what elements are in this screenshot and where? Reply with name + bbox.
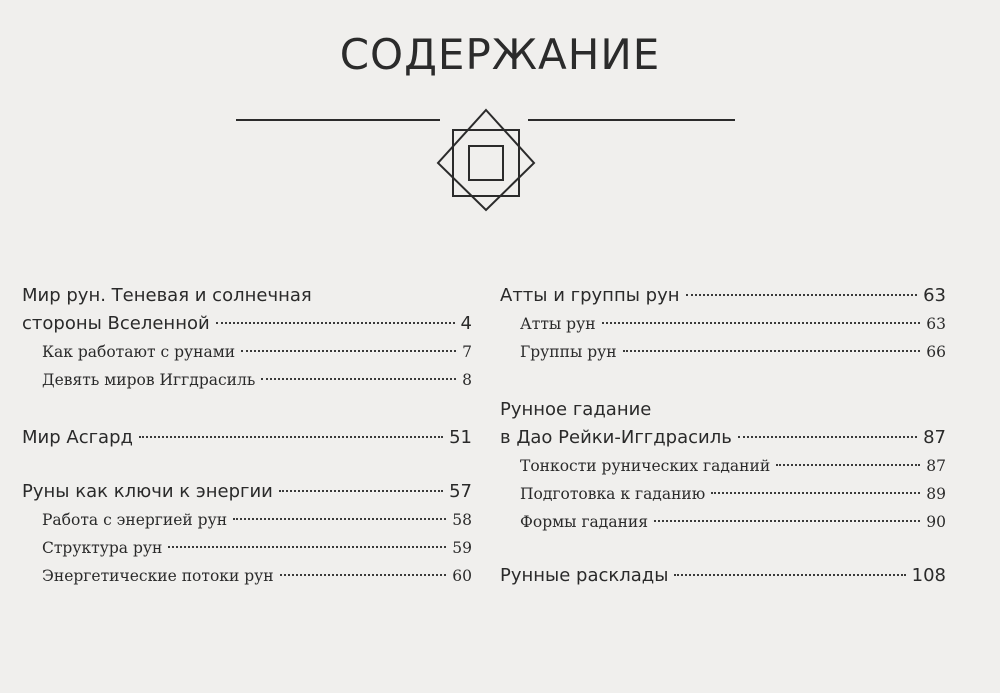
toc-page-number: 90 <box>926 513 946 531</box>
dot-leader <box>261 378 456 380</box>
toc-page-number: 108 <box>911 565 946 586</box>
toc-subentry-title: Атты рун <box>520 315 596 333</box>
toc-subentry <box>22 562 472 590</box>
toc-subentry <box>22 366 472 394</box>
toc-entry-title: Руны как ключи к энергии <box>22 481 273 502</box>
toc-page-number: 7 <box>462 343 472 361</box>
dot-leader <box>139 436 443 438</box>
toc-page-number: 58 <box>452 511 472 529</box>
dot-leader <box>623 350 921 352</box>
toc-entry <box>500 424 946 452</box>
dot-leader <box>776 464 920 466</box>
dot-leader <box>168 546 446 548</box>
toc-subentry <box>500 338 946 366</box>
toc-right-column <box>500 282 946 590</box>
toc-subentry-title: Девять миров Иггдрасиль <box>42 371 256 389</box>
toc-entry-title: в Дао Рейки-Иггдрасиль <box>500 427 732 448</box>
toc-page-number: 51 <box>449 427 472 448</box>
toc-page-number: 63 <box>923 285 946 306</box>
toc-subentry <box>500 480 946 508</box>
toc-page-number: 63 <box>926 315 946 333</box>
toc-subentry <box>500 508 946 536</box>
toc-entry <box>500 562 946 590</box>
dot-leader <box>674 574 905 576</box>
toc-page-number: 87 <box>923 427 946 448</box>
toc-page-number: 8 <box>462 371 472 389</box>
toc-page-number: 59 <box>452 539 472 557</box>
toc-subentry-title: Работа с энергией рун <box>42 511 228 529</box>
toc-page-number: 89 <box>926 485 946 503</box>
toc-subentry <box>22 506 472 534</box>
toc-entry <box>22 424 472 452</box>
dot-leader <box>280 574 447 576</box>
dot-leader <box>738 436 917 438</box>
toc-page-number: 66 <box>926 343 946 361</box>
toc-entry <box>22 310 472 338</box>
toc-subentry-title: Подготовка к гаданию <box>520 485 706 503</box>
toc-entry-title: Мир рун. Теневая и солнечная <box>22 285 312 306</box>
toc-page-number: 4 <box>460 313 472 334</box>
page-title: СОДЕРЖАНИЕ <box>339 30 661 79</box>
toc-subentry-title: Энергетические потоки рун <box>42 567 274 585</box>
toc-entry-title: Рунные расклады <box>500 565 669 586</box>
toc-subentry <box>22 338 472 366</box>
dot-leader <box>654 520 920 522</box>
dot-leader <box>241 350 456 352</box>
toc-entry <box>22 478 472 506</box>
ornament-square-diamond-icon <box>0 105 1000 215</box>
toc-subentry <box>500 310 946 338</box>
toc-left-column <box>22 282 472 590</box>
toc-page-number: 60 <box>452 567 472 585</box>
toc-subentry <box>500 452 946 480</box>
dot-leader <box>602 322 921 324</box>
toc-subentry-title: Тонкости рунических гаданий <box>520 457 771 475</box>
toc-entry-title: Рунное гадание <box>500 399 652 420</box>
toc-subentry-title: Как работают с рунами <box>42 343 236 361</box>
dot-leader <box>686 294 918 296</box>
dot-leader <box>216 322 455 324</box>
toc-subentry-title: Группы рун <box>520 343 617 361</box>
dot-leader <box>279 490 443 492</box>
toc-entry-title: стороны Вселенной <box>22 313 210 334</box>
toc-page-number: 87 <box>926 457 946 475</box>
toc-entry-title: Мир Асгард <box>22 427 133 448</box>
toc-entry <box>500 282 946 310</box>
toc-page-number: 57 <box>449 481 472 502</box>
toc-subentry-title: Структура рун <box>42 539 163 557</box>
dot-leader <box>233 518 446 520</box>
toc-subentry-title: Формы гадания <box>520 513 649 531</box>
toc-entry-title: Атты и группы рун <box>500 285 680 306</box>
toc-subentry <box>22 534 472 562</box>
dot-leader <box>711 492 920 494</box>
